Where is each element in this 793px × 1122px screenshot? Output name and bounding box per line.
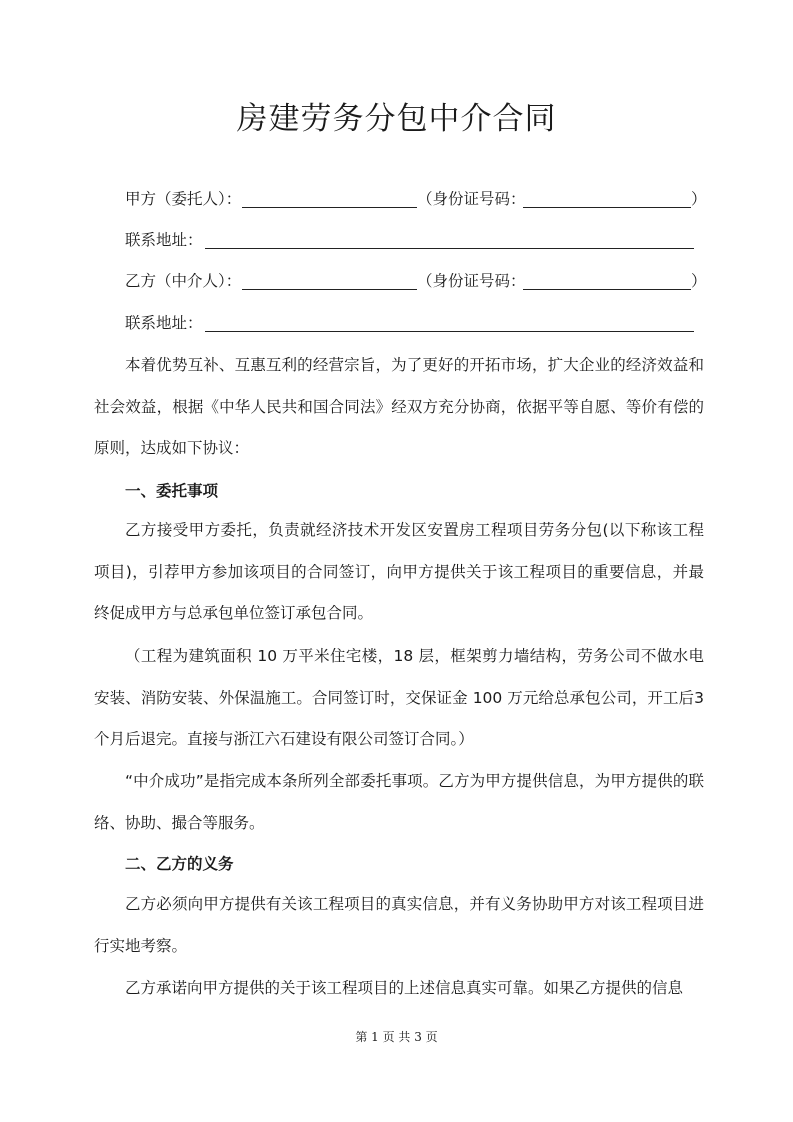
party-a-id-close: ）	[691, 190, 707, 208]
intro-paragraph: 本着优势互补、互惠互利的经营宗旨，为了更好的开拓市场，扩大企业的经济效益和社会效益，根据《中华人民共和国合同法》经双方充分协商，依据平等自愿、等价有偿的原则，达成如下协议：	[94, 356, 704, 457]
party-a-label: 甲方（委托人）：	[125, 190, 242, 208]
party-a-id-label: （身份证号码：	[417, 190, 526, 208]
section-1-paragraph-2: （工程为建筑面积 10 万平米住宅楼，18 层，框架剪力墙结构，劳务公司不做水电安装、消防安装、外保温施工。合同签订时，交保证金 100 万元给总承包公司，开工后3 个月后退完。直接与浙江六石建设有限公司签订合同。）	[94, 647, 704, 748]
party-b-label: 乙方（中介人）：	[125, 272, 242, 290]
party-b-address-blank	[205, 331, 694, 332]
section-2-paragraph-2: 乙方承诺向甲方提供的关于该工程项目的上述信息真实可靠。如果乙方提供的信息	[125, 979, 684, 997]
section-2-heading: 二、乙方的义务	[125, 855, 234, 873]
party-a-address-blank	[205, 248, 694, 249]
section-2-paragraph-1: 乙方必须向甲方提供有关该工程项目的真实信息，并有义务协助甲方对该工程项目进行实地考察。	[94, 895, 704, 955]
party-b-id-blank	[523, 289, 691, 290]
party-a-address-label: 联系地址：	[125, 231, 203, 249]
party-b-address-label: 联系地址：	[125, 314, 203, 332]
party-b-id-label: （身份证号码：	[417, 272, 526, 290]
party-a-id-blank	[523, 207, 691, 208]
party-b-id-close: ）	[691, 272, 707, 290]
party-a-name-blank	[242, 207, 417, 208]
page-footer: 第 1 页 共 3 页	[355, 1030, 438, 1044]
document-title: 房建劳务分包中介合同	[236, 101, 557, 137]
section-1-paragraph-1: 乙方接受甲方委托，负责就经济技术开发区安置房工程项目劳务分包(以下称该工程项目)，引荐甲方参加该项目的合同签订，向甲方提供关于该工程项目的重要信息，并最终促成甲方与总承包单位签订承包合同。	[94, 521, 704, 622]
party-b-name-blank	[242, 289, 417, 290]
section-1-heading: 一、委托事项	[125, 482, 219, 500]
section-1-paragraph-3: “中介成功”是指完成本条所列全部委托事项。乙方为甲方提供信息，为甲方提供的联络、协助、撮合等服务。	[94, 772, 704, 832]
